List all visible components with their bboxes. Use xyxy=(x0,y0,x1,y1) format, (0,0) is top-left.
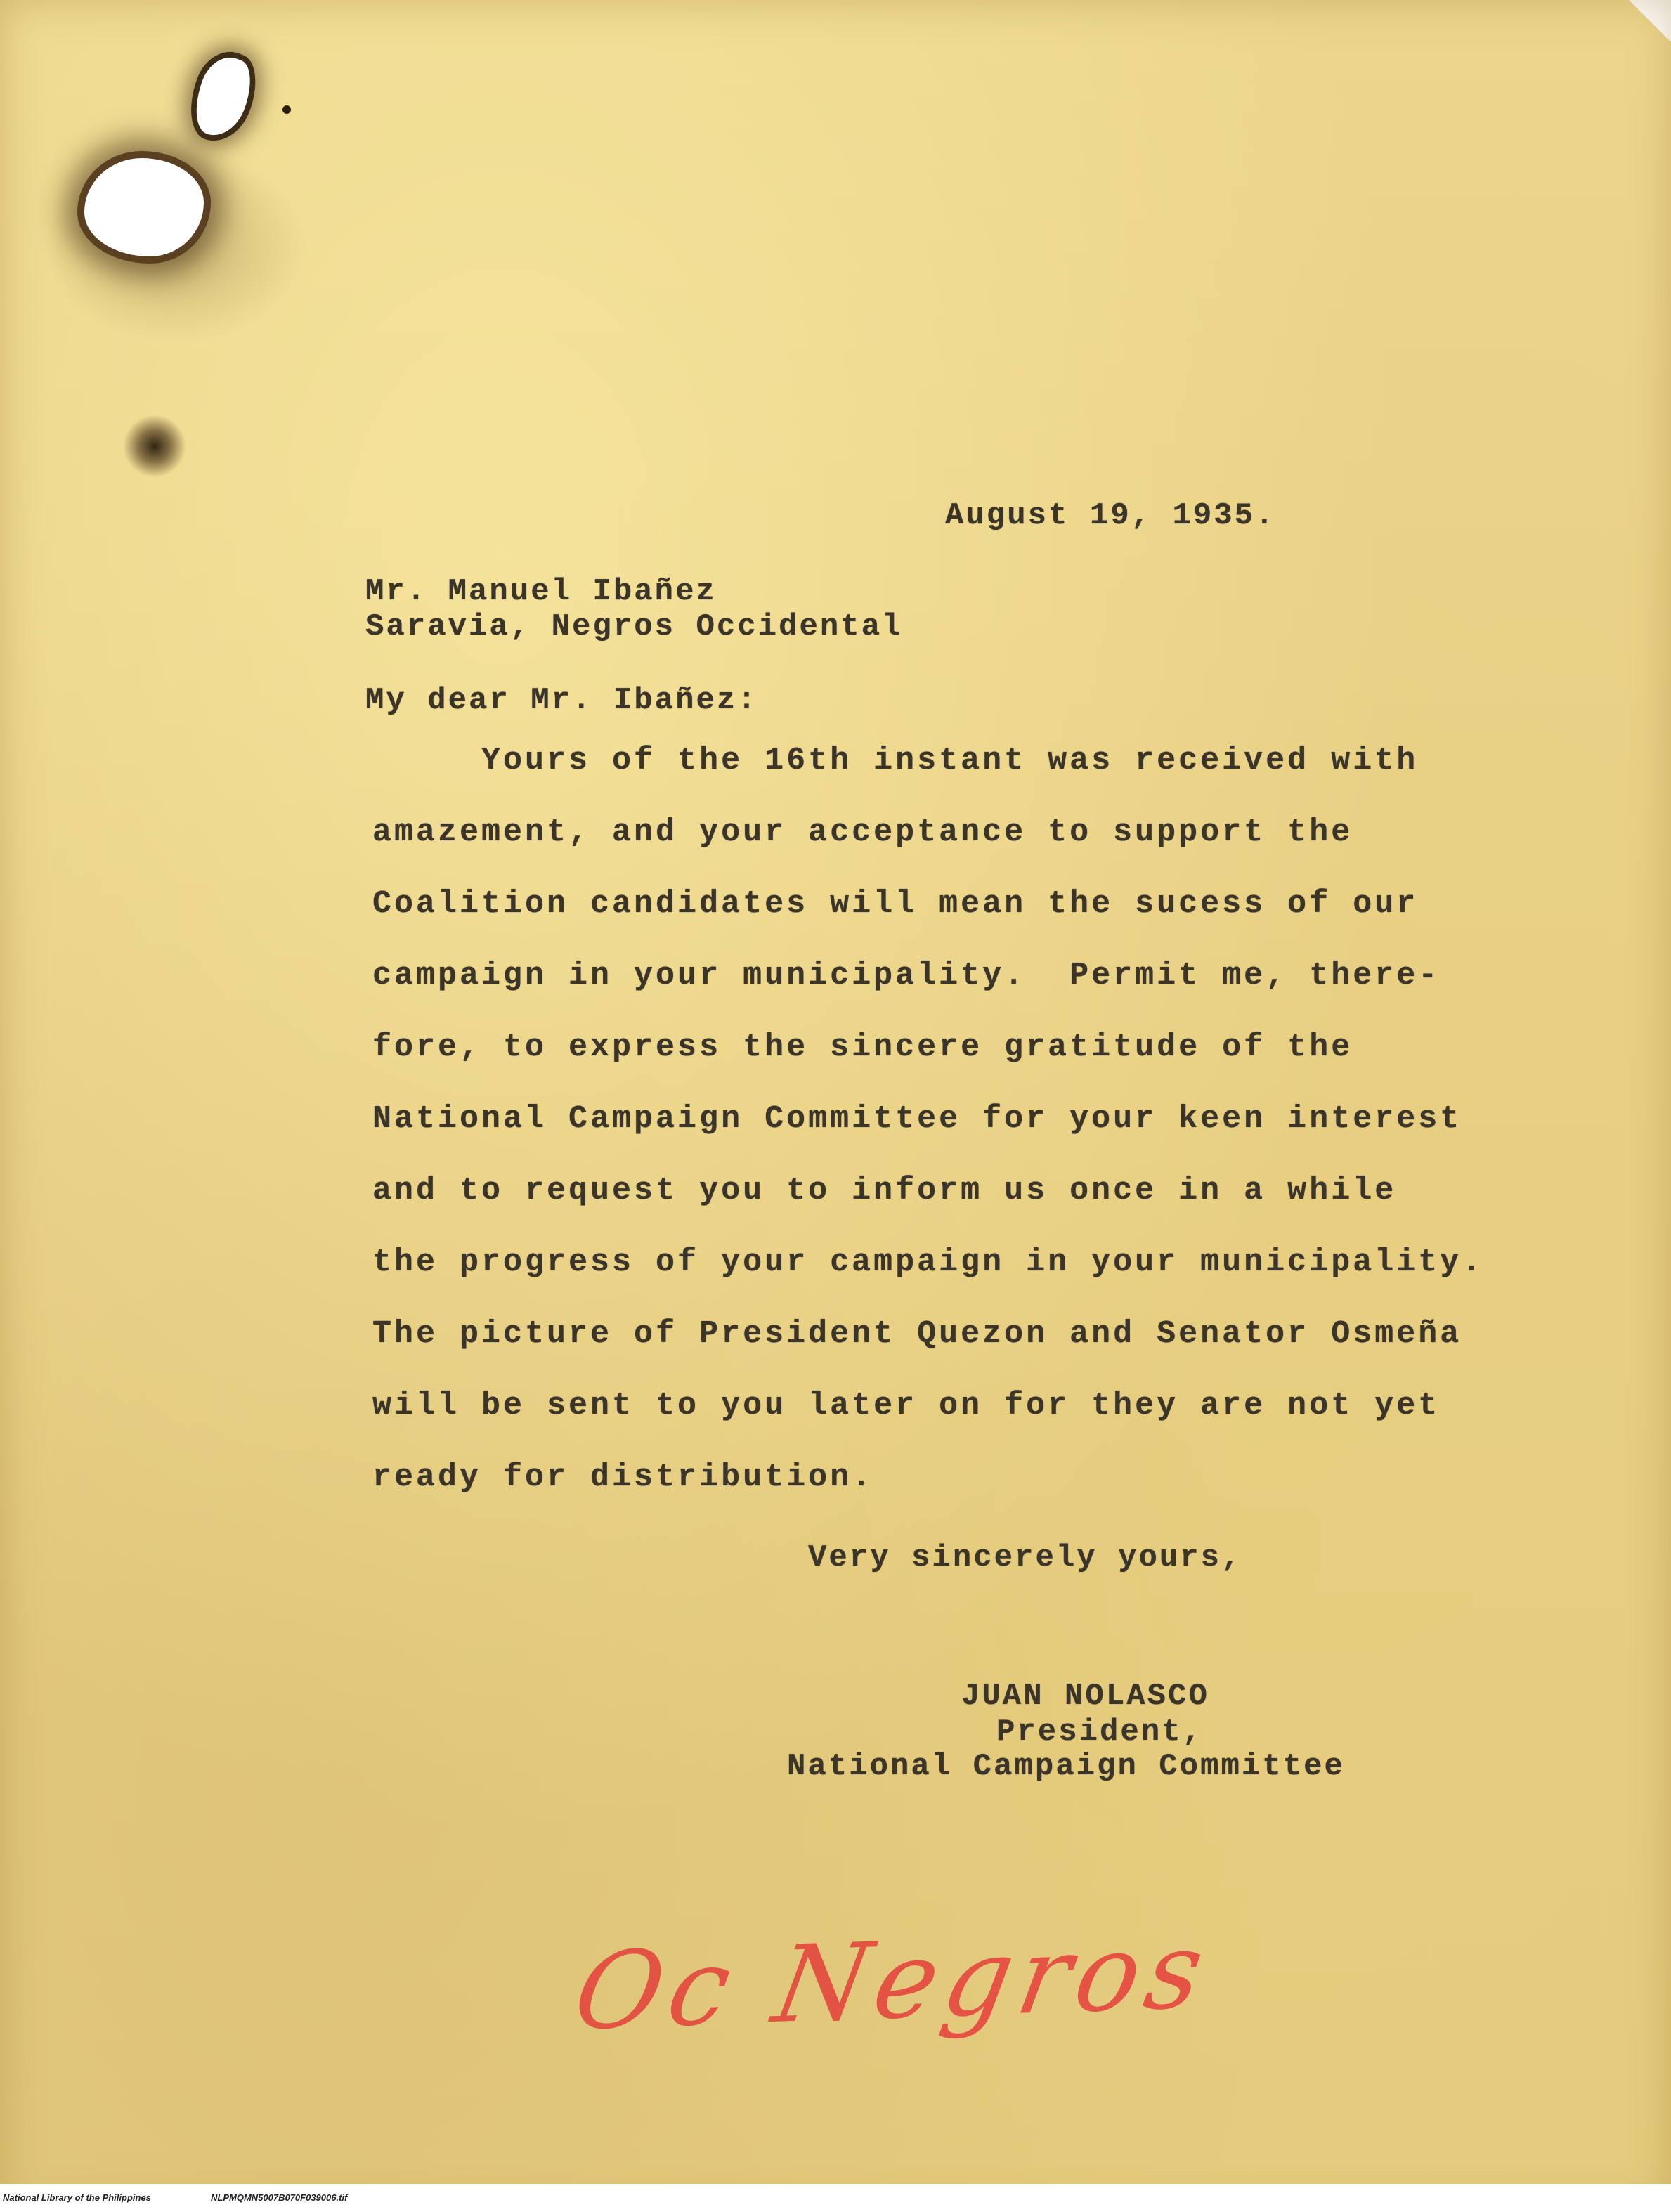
recipient-name: Mr. Manuel Ibañez xyxy=(365,574,717,609)
burn-hole-small xyxy=(186,50,259,143)
body-line: fore, to express the sincere gratitude of the xyxy=(372,1029,1353,1065)
scan-footer xyxy=(0,2184,1671,2212)
recipient-address: Saravia, Negros Occidental xyxy=(365,609,903,644)
letter-date: August 19, 1935. xyxy=(945,498,1276,533)
signer-title: President, xyxy=(996,1715,1204,1750)
body-line: Coalition candidates will mean the sucess of our xyxy=(372,886,1419,922)
footer-file-id: NLPMQMN5007B070F039006.tif xyxy=(211,2192,348,2203)
burn-spot xyxy=(123,415,186,478)
signer-organization: National Campaign Committee xyxy=(787,1749,1345,1784)
body-line: and to request you to inform us once in a while xyxy=(372,1173,1397,1209)
torn-corner xyxy=(1629,0,1671,42)
closing: Very sincerely yours, xyxy=(808,1540,1242,1575)
burn-hole-large xyxy=(84,158,204,256)
body-line: The picture of President Quezon and Senator Osmeña xyxy=(372,1316,1462,1352)
salutation: My dear Mr. Ibañez: xyxy=(365,683,758,718)
body-line: the progress of your campaign in your municipality. xyxy=(372,1244,1484,1280)
burn-dot xyxy=(282,105,291,114)
footer-library-name: National Library of the Philippines xyxy=(3,2192,151,2203)
body-line: Yours of the 16th instant was received with xyxy=(372,743,1419,779)
handwritten-annotation: Oc Negros xyxy=(565,1908,1219,2055)
signer-name: JUAN NOLASCO xyxy=(961,1679,1209,1714)
body-line: campaign in your municipality. Permit me, there- xyxy=(372,958,1441,994)
body-line: will be sent to you later on for they are not yet xyxy=(372,1388,1441,1424)
body-line: amazement, and your acceptance to support the xyxy=(372,814,1353,850)
body-line: National Campaign Committee for your keen interest xyxy=(372,1101,1462,1137)
body-line: ready for distribution. xyxy=(372,1459,874,1495)
